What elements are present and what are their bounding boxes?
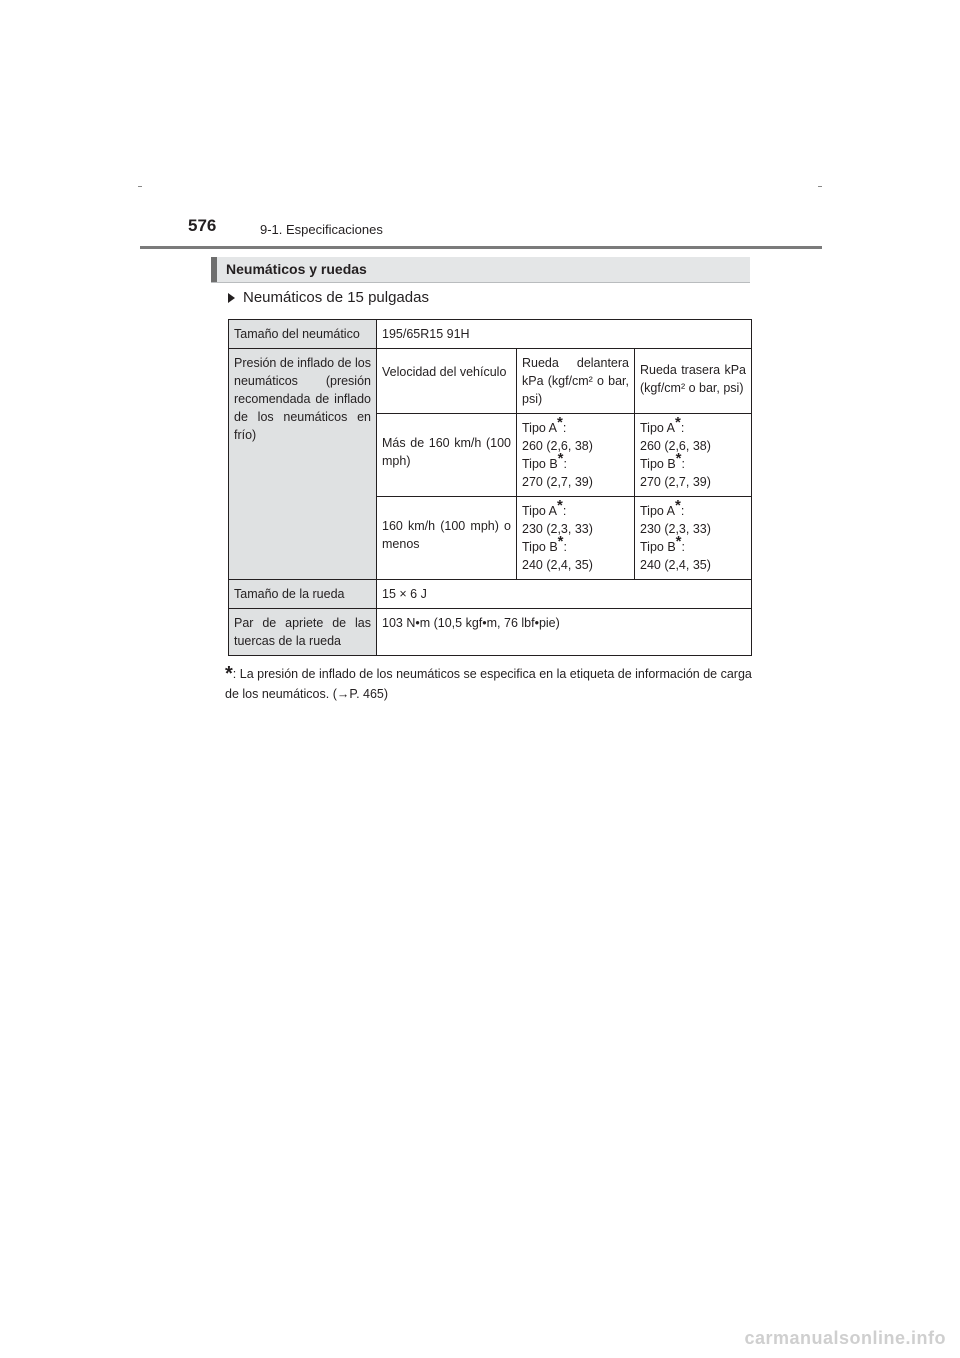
page-header [140, 212, 822, 249]
front-b-value: 240 (2,4, 35) [522, 558, 593, 572]
front-pressure-row-2: Tipo A*: 230 (2,3, 33) Tipo B*: 240 (2,4, 35) [517, 497, 635, 580]
rear-b-value: 270 (2,7, 39) [640, 475, 711, 489]
section-title: Neumáticos y ruedas [226, 261, 367, 277]
page-number: 576 [188, 216, 217, 235]
front-pressure-row-1: Tipo A*: 260 (2,6, 38) Tipo B*: 270 (2,7, 39) [517, 414, 635, 497]
asterisk-icon: * [674, 414, 681, 431]
tipo-b-label: Tipo B [640, 540, 676, 554]
col-header-speed: Velocidad del vehículo [377, 349, 517, 414]
tipo-b-label: Tipo B [522, 540, 558, 554]
rear-a-value: 260 (2,6, 38) [640, 439, 711, 453]
front-b-value: 270 (2,7, 39) [522, 475, 593, 489]
col-header-front: Rueda delantera kPa (kgf/cm² o bar, psi) [517, 349, 635, 414]
torque-value: 103 N•m (10,5 kgf•m, 76 lbf•pie) [377, 609, 752, 656]
tipo-a-label: Tipo A [522, 421, 557, 435]
wheel-size-value: 15 × 6 J [377, 580, 752, 609]
tire-size-value: 195/65R15 91H [377, 320, 752, 349]
section-heading-bar [211, 257, 750, 283]
asterisk-icon: * [675, 533, 682, 550]
asterisk-icon: * [556, 414, 563, 431]
running-head: 9-1. Especificaciones [260, 222, 383, 237]
tipo-a-label: Tipo A [640, 504, 675, 518]
tire-spec-table [228, 319, 752, 656]
watermark-logo: carmanualsonline.info [744, 1328, 946, 1348]
col-header-rear: Rueda trasera kPa (kgf/cm² o bar, psi) [635, 349, 752, 414]
asterisk-icon: * [675, 450, 682, 467]
asterisk-icon: * [557, 533, 564, 550]
tipo-b-label: Tipo B [522, 457, 558, 471]
tipo-b-label: Tipo B [640, 457, 676, 471]
crop-mark-right [818, 186, 822, 187]
footnote [225, 664, 755, 704]
rear-a-value: 230 (2,3, 33) [640, 522, 711, 536]
footnote-text: : La presión de inflado de los neumáticos se especifica en la etiqueta de información de carga de los neumáticos. (→P. 465) [225, 667, 752, 701]
footnote-asterisk-icon: * [225, 663, 233, 685]
torque-label: Par de apriete de las tuercas de la rueda [229, 609, 377, 656]
wheel-size-label: Tamaño de la rueda [229, 580, 377, 609]
tipo-a-label: Tipo A [522, 504, 557, 518]
rear-pressure-row-1: Tipo A*: 260 (2,6, 38) Tipo B*: 270 (2,7, 39) [635, 414, 752, 497]
table-row [229, 609, 752, 656]
table-row [229, 349, 752, 414]
pressure-label: Presión de inflado de los neumáticos (presión recomendada de inflado de los neumáticos en frío) [229, 349, 377, 580]
subheading-text: Neumáticos de 15 pulgadas [243, 289, 429, 306]
tipo-a-label: Tipo A [640, 421, 675, 435]
speed-row-2: 160 km/h (100 mph) o menos [377, 497, 517, 580]
front-a-value: 260 (2,6, 38) [522, 439, 593, 453]
asterisk-icon: * [674, 497, 681, 514]
asterisk-icon: * [557, 450, 564, 467]
tire-size-label: Tamaño del neumático [229, 320, 377, 349]
asterisk-icon: * [556, 497, 563, 514]
crop-mark-left [138, 186, 142, 187]
triangle-bullet-icon [228, 293, 235, 303]
table-row [229, 320, 752, 349]
subheading [228, 289, 429, 306]
front-a-value: 230 (2,3, 33) [522, 522, 593, 536]
table-row [229, 580, 752, 609]
section-accent-bar [211, 257, 217, 282]
rear-pressure-row-2: Tipo A*: 230 (2,3, 33) Tipo B*: 240 (2,4, 35) [635, 497, 752, 580]
speed-row-1: Más de 160 km/h (100 mph) [377, 414, 517, 497]
rear-b-value: 240 (2,4, 35) [640, 558, 711, 572]
